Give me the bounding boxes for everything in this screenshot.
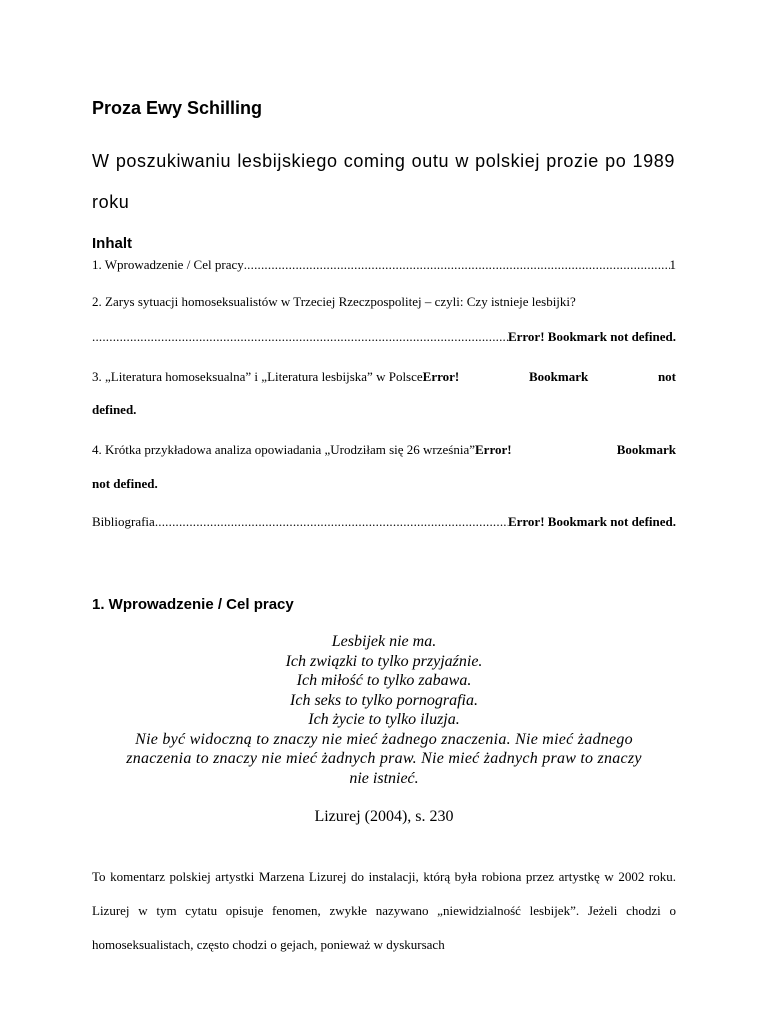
toc-entry-error: Error! bbox=[475, 442, 512, 457]
toc-leader-dots bbox=[155, 514, 508, 530]
section-heading: 1. Wprowadzenie / Cel pracy bbox=[92, 596, 294, 613]
document-subtitle: W poszukiwaniu lesbijskiego coming outu w polskiej prozie po 1989 roku bbox=[92, 151, 675, 212]
toc-entry[interactable] bbox=[92, 369, 676, 385]
toc-entry-title: 3. „Literatura homoseksualna” i „Literatura lesbijska” w Polsce bbox=[92, 369, 423, 384]
epigraph-citation: Lizurej (2004), s. 230 bbox=[314, 808, 454, 825]
poem-line: Ich związki to tylko przyjaźnie. bbox=[285, 652, 483, 670]
toc-entry[interactable] bbox=[92, 294, 676, 310]
toc-entry-title: Bibliografia bbox=[92, 514, 155, 529]
toc-entry-error: Bookmark bbox=[616, 442, 676, 457]
poem-line: znaczenia to znaczy nie mieć żadnych praw. Nie mieć żadnych praw to znaczy bbox=[126, 750, 642, 767]
toc-entry[interactable] bbox=[92, 442, 676, 458]
toc-entry-error: not bbox=[657, 369, 676, 384]
toc-entry[interactable] bbox=[92, 514, 676, 530]
body-paragraph: To komentarz polskiej artystki Marzena Lizurej do instalacji, którą była robiona przez artystkę w 2002 roku. Lizurej w tym cytatu opisuje fenomen, zwykłe nazywano „niewidzialność lesbijek”. Jeżeli chodzi o homoseksualistach, często chodzi o gejach, ponieważ w dyskursach bbox=[92, 869, 676, 952]
poem-line: nie istnieć. bbox=[349, 769, 419, 787]
toc-entry-error: Bookmark bbox=[528, 369, 589, 384]
toc-heading: Inhalt bbox=[92, 235, 132, 252]
toc-entry-title: 1. Wprowadzenie / Cel pracy bbox=[92, 257, 244, 272]
toc-entry-continuation[interactable] bbox=[92, 329, 676, 345]
poem-line: Ich seks to tylko pornografia. bbox=[290, 691, 478, 709]
toc-entry[interactable] bbox=[92, 257, 676, 273]
toc-entry-error: Error! Bookmark not defined. bbox=[507, 329, 676, 344]
poem-line: Nie być widoczną to znaczy nie mieć żadnego znaczenia. Nie mieć żadnego bbox=[135, 730, 633, 748]
document-title: Proza Ewy Schilling bbox=[92, 98, 263, 118]
toc-entry-error: not defined. bbox=[92, 476, 158, 491]
poem-line: Lesbijek nie ma. bbox=[331, 633, 437, 650]
toc-entry-title: 4. Krótka przykładowa analiza opowiadania „Urodziłam się 26 września” bbox=[92, 442, 475, 457]
poem-line: Ich miłość to tylko zabawa. bbox=[296, 672, 472, 689]
toc-entry-title: 2. Zarys sytuacji homoseksualistów w Trzeciej Rzeczpospolitej – czyli: Czy istnieje lesbijki? bbox=[92, 294, 576, 309]
toc-leader-dots bbox=[92, 329, 508, 345]
toc-entry-page: 1 bbox=[669, 257, 676, 272]
toc-entry-error: defined. bbox=[92, 402, 137, 417]
poem-line: Ich życie to tylko iluzja. bbox=[308, 711, 460, 728]
toc-leader-dots bbox=[244, 257, 670, 273]
toc-entry-error: Error! Bookmark not defined. bbox=[507, 514, 676, 529]
toc-entry-error: Error! bbox=[422, 369, 460, 384]
epigraph-poem bbox=[92, 632, 676, 788]
